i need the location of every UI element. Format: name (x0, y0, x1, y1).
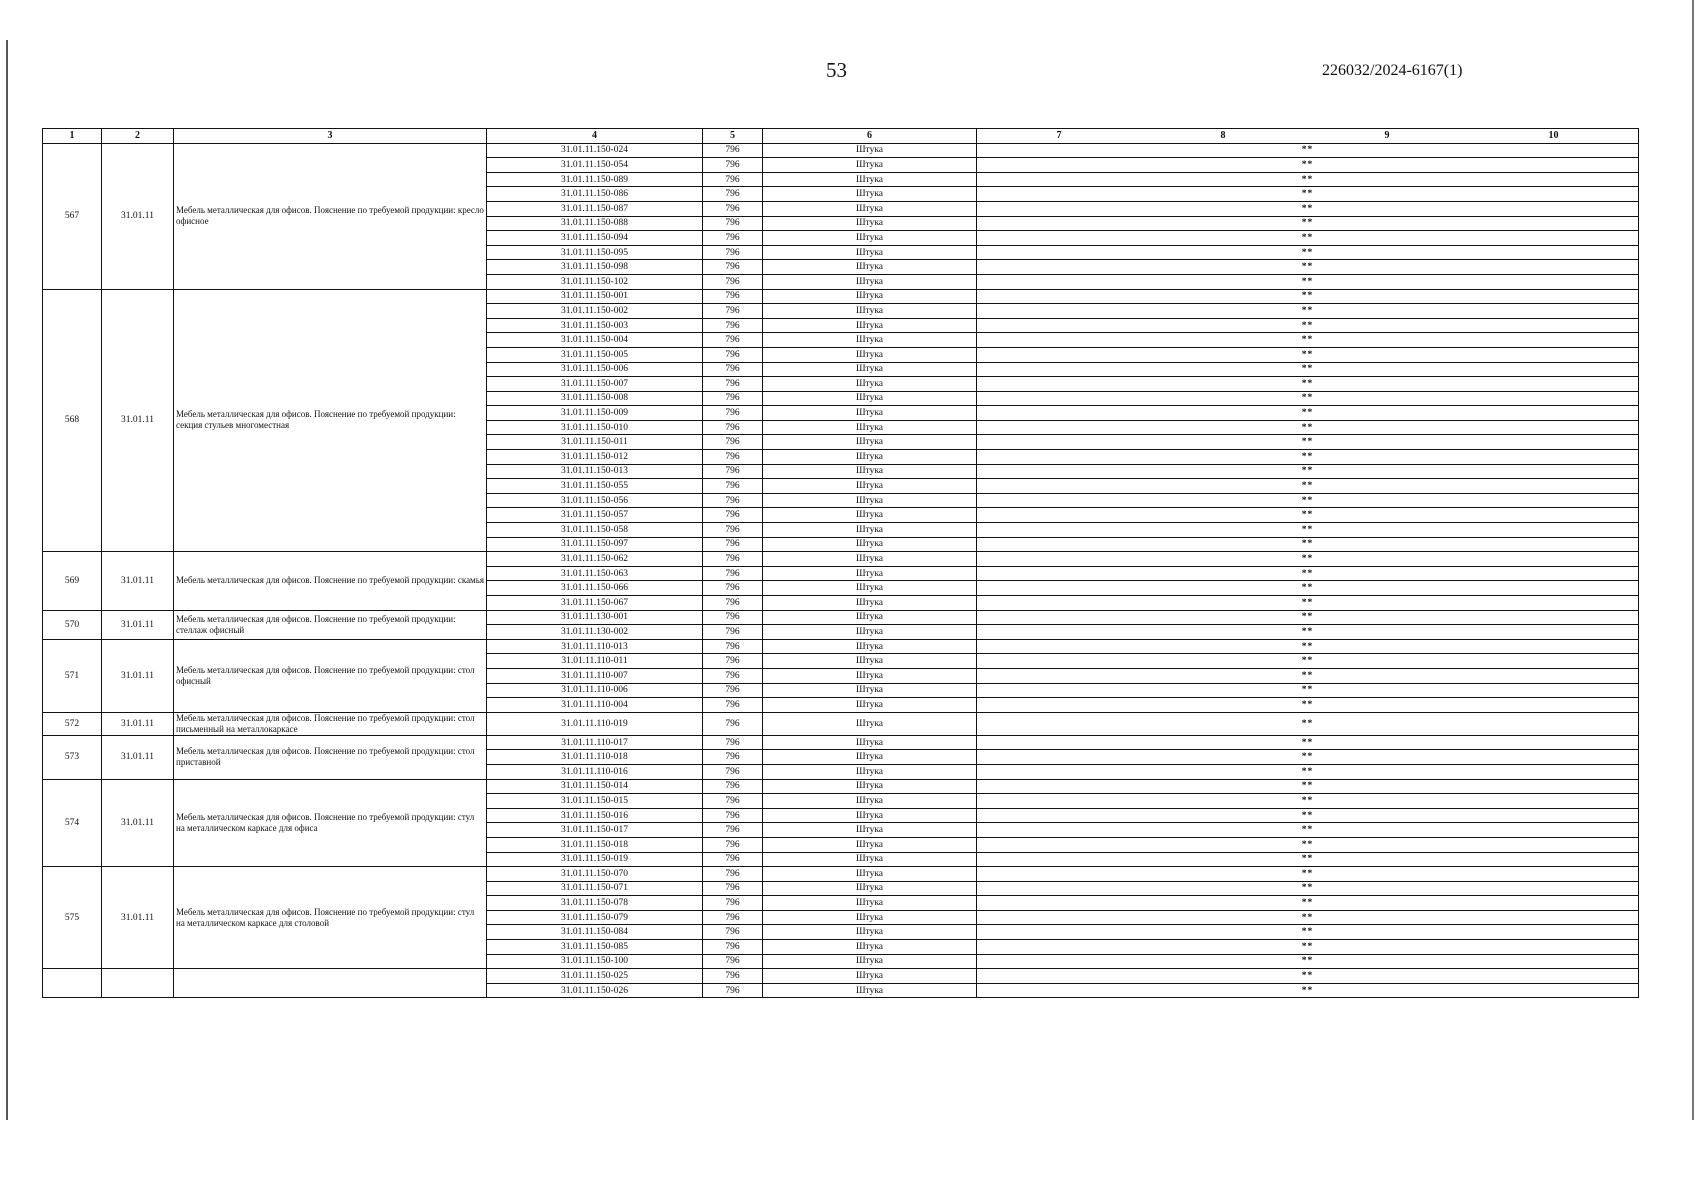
page-number: 53 (826, 58, 847, 82)
unit-name: Штука (763, 779, 977, 794)
okpd2-code: 31.01.11 (102, 289, 174, 552)
unit-code: 796 (703, 867, 763, 882)
ktru-code: 31.01.11.150-016 (487, 808, 703, 823)
price-mark: ** (977, 172, 1639, 187)
price-mark: ** (977, 808, 1639, 823)
unit-code: 796 (703, 983, 763, 998)
price-mark: ** (977, 625, 1639, 640)
unit-name: Штука (763, 143, 977, 158)
ktru-code: 31.01.11.110-019 (487, 712, 703, 735)
price-mark: ** (977, 654, 1639, 669)
unit-name: Штука (763, 187, 977, 202)
table-row (43, 867, 1639, 882)
scan-left-border (6, 40, 8, 1120)
unit-code: 796 (703, 158, 763, 173)
unit-code: 796 (703, 304, 763, 319)
ktru-code: 31.01.11.150-018 (487, 837, 703, 852)
unit-code: 796 (703, 143, 763, 158)
price-mark: ** (977, 391, 1639, 406)
price-mark: ** (977, 537, 1639, 552)
unit-code: 796 (703, 764, 763, 779)
unit-name: Штука (763, 158, 977, 173)
unit-code: 796 (703, 683, 763, 698)
unit-code: 796 (703, 537, 763, 552)
unit-name: Штука (763, 896, 977, 911)
unit-name: Штука (763, 333, 977, 348)
price-mark: ** (977, 362, 1639, 377)
document-id: 226032/2024-6167(1) (1322, 62, 1463, 79)
item-description: Мебель металлическая для офисов. Пояснение по требуемой продукции: кресло офисное (174, 143, 487, 289)
price-mark: ** (977, 566, 1639, 581)
unit-code: 796 (703, 940, 763, 955)
ktru-code: 31.01.11.150-058 (487, 523, 703, 538)
unit-code: 796 (703, 523, 763, 538)
unit-name: Штука (763, 808, 977, 823)
ktru-code: 31.01.11.150-098 (487, 260, 703, 275)
unit-code: 796 (703, 794, 763, 809)
unit-code: 796 (703, 347, 763, 362)
price-mark: ** (977, 289, 1639, 304)
unit-code: 796 (703, 639, 763, 654)
price-mark: ** (977, 896, 1639, 911)
unit-name: Штука (763, 347, 977, 362)
ktru-code: 31.01.11.150-067 (487, 596, 703, 611)
unit-name: Штука (763, 668, 977, 683)
unit-name: Штука (763, 537, 977, 552)
price-mark: ** (977, 954, 1639, 969)
ktru-code: 31.01.11.150-063 (487, 566, 703, 581)
column-header: 8 (1220, 129, 1226, 141)
ktru-code: 31.01.11.150-005 (487, 347, 703, 362)
item-description: Мебель металлическая для офисов. Пояснение по требуемой продукции: стул на металлическом каркасе для офиса (174, 779, 487, 867)
unit-code: 796 (703, 260, 763, 275)
unit-code: 796 (703, 735, 763, 750)
ktru-code: 31.01.11.150-001 (487, 289, 703, 304)
unit-name: Штука (763, 479, 977, 494)
price-mark: ** (977, 735, 1639, 750)
ktru-code: 31.01.11.110-006 (487, 683, 703, 698)
unit-code: 796 (703, 216, 763, 231)
column-number-row (43, 129, 1639, 144)
unit-code: 796 (703, 881, 763, 896)
price-mark: ** (977, 406, 1639, 421)
unit-code: 796 (703, 566, 763, 581)
column-header: 3 (174, 129, 487, 144)
price-mark: ** (977, 596, 1639, 611)
unit-name: Штука (763, 420, 977, 435)
unit-name: Штука (763, 881, 977, 896)
unit-code: 796 (703, 779, 763, 794)
unit-code: 796 (703, 712, 763, 735)
price-mark: ** (977, 750, 1639, 765)
price-mark: ** (977, 231, 1639, 246)
ktru-code: 31.01.11.110-007 (487, 668, 703, 683)
unit-name: Штука (763, 216, 977, 231)
okpd2-code: 31.01.11 (102, 143, 174, 289)
column-header: 2 (102, 129, 174, 144)
ktru-code: 31.01.11.150-006 (487, 362, 703, 377)
unit-name: Штука (763, 596, 977, 611)
unit-name: Штука (763, 435, 977, 450)
scan-right-border (1692, 0, 1694, 1120)
item-number: 567 (43, 143, 102, 289)
item-number: 573 (43, 735, 102, 779)
item-description: Мебель металлическая для офисов. Пояснение по требуемой продукции: стул на металлическом каркасе для столовой (174, 867, 487, 969)
unit-code: 796 (703, 493, 763, 508)
unit-name: Штука (763, 683, 977, 698)
table-row (43, 552, 1639, 567)
unit-name: Штука (763, 794, 977, 809)
ktru-code: 31.01.11.150-084 (487, 925, 703, 940)
ktru-code: 31.01.11.150-100 (487, 954, 703, 969)
ktru-code: 31.01.11.150-062 (487, 552, 703, 567)
unit-name: Штука (763, 925, 977, 940)
price-mark: ** (977, 187, 1639, 202)
unit-code: 796 (703, 231, 763, 246)
unit-name: Штука (763, 172, 977, 187)
price-mark: ** (977, 201, 1639, 216)
okpd2-code: 31.01.11 (102, 867, 174, 969)
ktru-code: 31.01.11.150-066 (487, 581, 703, 596)
table-row (43, 639, 1639, 654)
unit-name: Штука (763, 867, 977, 882)
ktru-code: 31.01.11.150-009 (487, 406, 703, 421)
price-mark: ** (977, 852, 1639, 867)
item-number: 575 (43, 867, 102, 969)
price-mark: ** (977, 837, 1639, 852)
unit-name: Штука (763, 464, 977, 479)
price-mark: ** (977, 493, 1639, 508)
item-description (174, 969, 487, 998)
ktru-code: 31.01.11.150-078 (487, 896, 703, 911)
unit-name: Штука (763, 289, 977, 304)
ktru-code: 31.01.11.150-070 (487, 867, 703, 882)
unit-name: Штука (763, 954, 977, 969)
price-mark: ** (977, 450, 1639, 465)
column-header: 10 (1548, 129, 1559, 141)
price-mark: ** (977, 377, 1639, 392)
unit-name: Штука (763, 362, 977, 377)
table-row (43, 143, 1639, 158)
ktru-code: 31.01.11.150-004 (487, 333, 703, 348)
unit-name: Штука (763, 377, 977, 392)
price-mark: ** (977, 581, 1639, 596)
ktru-code: 31.01.11.150-055 (487, 479, 703, 494)
unit-code: 796 (703, 420, 763, 435)
ktru-code: 31.01.11.150-057 (487, 508, 703, 523)
unit-name: Штука (763, 837, 977, 852)
unit-code: 796 (703, 289, 763, 304)
unit-code: 796 (703, 808, 763, 823)
unit-name: Штука (763, 260, 977, 275)
price-mark: ** (977, 347, 1639, 362)
ktru-code: 31.01.11.130-002 (487, 625, 703, 640)
okpd2-code: 31.01.11 (102, 552, 174, 610)
column-header: 1 (43, 129, 102, 144)
unit-code: 796 (703, 479, 763, 494)
ktru-code: 31.01.11.150-017 (487, 823, 703, 838)
unit-code: 796 (703, 925, 763, 940)
unit-code: 796 (703, 596, 763, 611)
column-header: 5 (703, 129, 763, 144)
okpd2-code: 31.01.11 (102, 610, 174, 639)
unit-name: Штука (763, 940, 977, 955)
ktru-code: 31.01.11.110-011 (487, 654, 703, 669)
unit-code: 796 (703, 362, 763, 377)
price-mark: ** (977, 274, 1639, 289)
ktru-code: 31.01.11.150-086 (487, 187, 703, 202)
okpd2-code: 31.01.11 (102, 779, 174, 867)
unit-code: 796 (703, 245, 763, 260)
table-row (43, 289, 1639, 304)
unit-name: Штука (763, 523, 977, 538)
price-mark: ** (977, 698, 1639, 713)
okpd2-code: 31.01.11 (102, 712, 174, 735)
table-row (43, 969, 1639, 984)
price-mark: ** (977, 245, 1639, 260)
item-description: Мебель металлическая для офисов. Пояснение по требуемой продукции: стол письменный на металлокаркасе (174, 712, 487, 735)
price-mark: ** (977, 610, 1639, 625)
unit-name: Штука (763, 450, 977, 465)
ktru-code: 31.01.11.150-079 (487, 910, 703, 925)
price-mark: ** (977, 668, 1639, 683)
ktru-code: 31.01.11.150-019 (487, 852, 703, 867)
item-number: 570 (43, 610, 102, 639)
unit-name: Штука (763, 406, 977, 421)
item-number (43, 969, 102, 998)
unit-name: Штука (763, 566, 977, 581)
unit-code: 796 (703, 508, 763, 523)
item-description: Мебель металлическая для офисов. Пояснение по требуемой продукции: стол приставной (174, 735, 487, 779)
price-mark: ** (977, 523, 1639, 538)
unit-name: Штука (763, 969, 977, 984)
okpd2-code: 31.01.11 (102, 639, 174, 712)
price-mark: ** (977, 143, 1639, 158)
price-mark: ** (977, 158, 1639, 173)
unit-code: 796 (703, 750, 763, 765)
okpd2-code (102, 969, 174, 998)
column-header: 6 (763, 129, 977, 144)
price-mark: ** (977, 910, 1639, 925)
price-mark: ** (977, 983, 1639, 998)
unit-code: 796 (703, 581, 763, 596)
unit-code: 796 (703, 896, 763, 911)
price-mark: ** (977, 435, 1639, 450)
unit-code: 796 (703, 318, 763, 333)
price-mark: ** (977, 318, 1639, 333)
price-mark: ** (977, 552, 1639, 567)
item-description: Мебель металлическая для офисов. Пояснение по требуемой продукции: секция стульев многоместная (174, 289, 487, 552)
unit-code: 796 (703, 435, 763, 450)
item-description: Мебель металлическая для офисов. Пояснение по требуемой продукции: скамья (174, 552, 487, 610)
unit-name: Штука (763, 712, 977, 735)
unit-name: Штука (763, 610, 977, 625)
specification-table (42, 128, 1639, 998)
price-mark: ** (977, 823, 1639, 838)
table-row (43, 779, 1639, 794)
item-number: 574 (43, 779, 102, 867)
item-number: 569 (43, 552, 102, 610)
okpd2-code: 31.01.11 (102, 735, 174, 779)
ktru-code: 31.01.11.150-087 (487, 201, 703, 216)
price-mark: ** (977, 464, 1639, 479)
unit-name: Штука (763, 823, 977, 838)
ktru-code: 31.01.11.150-054 (487, 158, 703, 173)
unit-code: 796 (703, 552, 763, 567)
price-mark: ** (977, 260, 1639, 275)
price-mark: ** (977, 420, 1639, 435)
price-mark: ** (977, 639, 1639, 654)
ktru-code: 31.01.11.150-008 (487, 391, 703, 406)
unit-code: 796 (703, 333, 763, 348)
ktru-code: 31.01.11.150-026 (487, 983, 703, 998)
unit-code: 796 (703, 187, 763, 202)
ktru-code: 31.01.11.150-071 (487, 881, 703, 896)
unit-code: 796 (703, 954, 763, 969)
column-header: 4 (487, 129, 703, 144)
ktru-code: 31.01.11.150-088 (487, 216, 703, 231)
column-header-7-10 (977, 129, 1639, 144)
table-body (43, 143, 1639, 998)
unit-code: 796 (703, 823, 763, 838)
ktru-code: 31.01.11.150-095 (487, 245, 703, 260)
ktru-code: 31.01.11.150-094 (487, 231, 703, 246)
price-mark: ** (977, 333, 1639, 348)
unit-code: 796 (703, 450, 763, 465)
table-row (43, 735, 1639, 750)
price-mark: ** (977, 925, 1639, 940)
ktru-code: 31.01.11.150-010 (487, 420, 703, 435)
unit-code: 796 (703, 852, 763, 867)
ktru-code: 31.01.11.150-015 (487, 794, 703, 809)
unit-name: Штука (763, 201, 977, 216)
ktru-code: 31.01.11.150-002 (487, 304, 703, 319)
unit-code: 796 (703, 610, 763, 625)
price-mark: ** (977, 940, 1639, 955)
ktru-code: 31.01.11.150-007 (487, 377, 703, 392)
item-number: 568 (43, 289, 102, 552)
unit-code: 796 (703, 625, 763, 640)
unit-code: 796 (703, 172, 763, 187)
unit-name: Штука (763, 910, 977, 925)
price-mark: ** (977, 969, 1639, 984)
unit-code: 796 (703, 391, 763, 406)
ktru-code: 31.01.11.150-056 (487, 493, 703, 508)
price-mark: ** (977, 794, 1639, 809)
item-number: 571 (43, 639, 102, 712)
unit-name: Штука (763, 764, 977, 779)
ktru-code: 31.01.11.110-017 (487, 735, 703, 750)
unit-name: Штука (763, 698, 977, 713)
unit-code: 796 (703, 654, 763, 669)
ktru-code: 31.01.11.150-013 (487, 464, 703, 479)
unit-name: Штука (763, 581, 977, 596)
unit-name: Штука (763, 552, 977, 567)
unit-code: 796 (703, 201, 763, 216)
unit-name: Штука (763, 983, 977, 998)
unit-code: 796 (703, 406, 763, 421)
ktru-code: 31.01.11.150-012 (487, 450, 703, 465)
unit-name: Штука (763, 245, 977, 260)
item-description: Мебель металлическая для офисов. Пояснение по требуемой продукции: стеллаж офисный (174, 610, 487, 639)
item-number: 572 (43, 712, 102, 735)
ktru-code: 31.01.11.150-014 (487, 779, 703, 794)
unit-name: Штука (763, 508, 977, 523)
price-mark: ** (977, 216, 1639, 231)
unit-code: 796 (703, 668, 763, 683)
price-mark: ** (977, 712, 1639, 735)
ktru-code: 31.01.11.150-011 (487, 435, 703, 450)
ktru-code: 31.01.11.150-097 (487, 537, 703, 552)
ktru-code: 31.01.11.150-025 (487, 969, 703, 984)
ktru-code: 31.01.11.150-089 (487, 172, 703, 187)
column-header: 9 (1384, 129, 1390, 141)
table-row (43, 610, 1639, 625)
unit-name: Штука (763, 493, 977, 508)
price-mark: ** (977, 867, 1639, 882)
price-mark: ** (977, 881, 1639, 896)
price-mark: ** (977, 508, 1639, 523)
ktru-code: 31.01.11.150-085 (487, 940, 703, 955)
unit-name: Штука (763, 852, 977, 867)
unit-code: 796 (703, 698, 763, 713)
price-mark: ** (977, 764, 1639, 779)
ktru-code: 31.01.11.110-013 (487, 639, 703, 654)
unit-name: Штука (763, 304, 977, 319)
ktru-code: 31.01.11.110-016 (487, 764, 703, 779)
ktru-code: 31.01.11.110-018 (487, 750, 703, 765)
unit-code: 796 (703, 464, 763, 479)
unit-name: Штука (763, 231, 977, 246)
unit-code: 796 (703, 274, 763, 289)
unit-code: 796 (703, 837, 763, 852)
unit-name: Штука (763, 318, 977, 333)
ktru-code: 31.01.11.130-001 (487, 610, 703, 625)
unit-code: 796 (703, 969, 763, 984)
unit-code: 796 (703, 377, 763, 392)
price-mark: ** (977, 304, 1639, 319)
unit-name: Штука (763, 735, 977, 750)
ktru-code: 31.01.11.150-102 (487, 274, 703, 289)
unit-name: Штука (763, 625, 977, 640)
price-mark: ** (977, 779, 1639, 794)
table-row (43, 712, 1639, 735)
unit-name: Штука (763, 654, 977, 669)
item-description: Мебель металлическая для офисов. Пояснение по требуемой продукции: стол офисный (174, 639, 487, 712)
unit-name: Штука (763, 274, 977, 289)
ktru-code: 31.01.11.150-003 (487, 318, 703, 333)
unit-name: Штука (763, 639, 977, 654)
unit-name: Штука (763, 391, 977, 406)
unit-code: 796 (703, 910, 763, 925)
ktru-code: 31.01.11.110-004 (487, 698, 703, 713)
price-mark: ** (977, 479, 1639, 494)
price-mark: ** (977, 683, 1639, 698)
unit-name: Штука (763, 750, 977, 765)
ktru-code: 31.01.11.150-024 (487, 143, 703, 158)
column-header: 7 (1056, 129, 1062, 141)
